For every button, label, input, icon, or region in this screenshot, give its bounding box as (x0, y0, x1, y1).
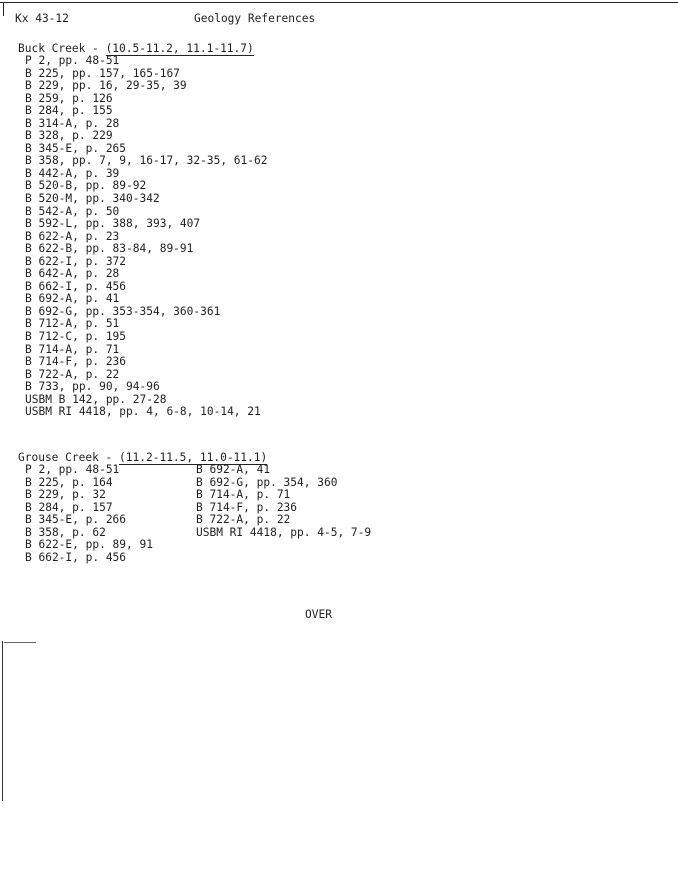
reference-entry: B 225, p. 164 (25, 475, 113, 489)
reference-entry: B 714-F, p. 236 (25, 355, 127, 369)
reference-entry: B 542-A, p. 50 (25, 204, 120, 218)
reference-entry: B 358, p. 62 (25, 525, 106, 539)
reference-entry: B 345-E, p. 265 (25, 141, 127, 155)
reference-entry: B 692-G, pp. 354, 360 (196, 475, 338, 489)
reference-entry: P 2, pp. 48-51 (25, 54, 120, 67)
reference-entry: B 692-A, 41 (196, 463, 271, 476)
reference-entry: B 722-A, p. 22 (25, 367, 120, 381)
reference-entry: B 714-A, p. 71 (196, 488, 291, 502)
reference-entry: B 642-A, p. 28 (25, 267, 120, 281)
reference-entry: B 622-B, pp. 83-84, 89-91 (25, 242, 194, 256)
reference-entry: USBM B 142, pp. 27-28 (25, 392, 167, 406)
grouse-creek-reference-list-right (196, 464, 371, 539)
grouse-creek-name: Grouse Creek - (18, 451, 120, 464)
reference-entry: USBM RI 4418, pp. 4, 6-8, 10-14, 21 (25, 405, 261, 419)
reference-entry: B 692-A, p. 41 (25, 292, 120, 306)
reference-entry: B 722-A, p. 22 (196, 513, 291, 527)
reference-entry: B 259, p. 126 (25, 91, 113, 105)
reference-entry: B 225, pp. 157, 165-167 (25, 66, 180, 80)
reference-entry: B 284, p. 155 (25, 104, 113, 118)
grouse-creek-coords: (11.2-11.5, 11.0-11.1) (119, 451, 268, 464)
reference-entry: B 733, pp. 90, 94-96 (25, 380, 160, 394)
reference-entry: B 622-A, p. 23 (25, 229, 120, 243)
reference-entry: B 345-E, p. 266 (25, 513, 127, 527)
reference-entry: B 714-A, p. 71 (25, 342, 120, 356)
reference-entry: P 2, pp. 48-51 (25, 463, 120, 476)
card-lower-left-edge (2, 641, 3, 801)
reference-entry: B 622-I, p. 372 (25, 254, 127, 268)
reference-entry: B 592-L, pp. 388, 393, 407 (25, 217, 201, 231)
reference-entry: B 229, p. 32 (25, 488, 106, 502)
reference-entry: B 229, pp. 16, 29-35, 39 (25, 79, 187, 93)
reference-entry: B 442-A, p. 39 (25, 166, 120, 180)
reference-entry: B 622-E, pp. 89, 91 (25, 538, 153, 552)
reference-entry: USBM RI 4418, pp. 4-5, 7-9 (196, 525, 372, 539)
reference-entry: B 520-B, pp. 89-92 (25, 179, 147, 193)
file-code: Kx 43-12 (15, 12, 69, 25)
reference-entry: B 662-I, p. 456 (25, 550, 127, 564)
buck-creek-coords: (10.5-11.2, 11.1-11.7) (105, 42, 254, 55)
reference-entry: B 662-I, p. 456 (25, 279, 127, 293)
corner-mark (4, 642, 36, 643)
card-left-edge (3, 2, 4, 16)
card-top-edge (0, 2, 678, 3)
buck-creek-reference-list (25, 55, 267, 419)
reference-entry: B 358, pp. 7, 9, 16-17, 32-35, 61-62 (25, 154, 268, 168)
over-note: OVER (305, 608, 332, 621)
reference-entry: B 314-A, p. 28 (25, 116, 120, 130)
reference-entry: B 520-M, pp. 340-342 (25, 192, 160, 206)
reference-entry: B 712-A, p. 51 (25, 317, 120, 331)
reference-entry: B 328, p. 229 (25, 129, 113, 143)
reference-entry: B 712-C, p. 195 (25, 330, 127, 344)
reference-entry: B 284, p. 157 (25, 500, 113, 514)
grouse-creek-reference-list-left (25, 464, 153, 564)
page-title: Geology References (194, 12, 316, 25)
reference-entry: B 714-F, p. 236 (196, 500, 298, 514)
buck-creek-name: Buck Creek - (18, 42, 106, 55)
reference-entry: B 692-G, pp. 353-354, 360-361 (25, 304, 221, 318)
